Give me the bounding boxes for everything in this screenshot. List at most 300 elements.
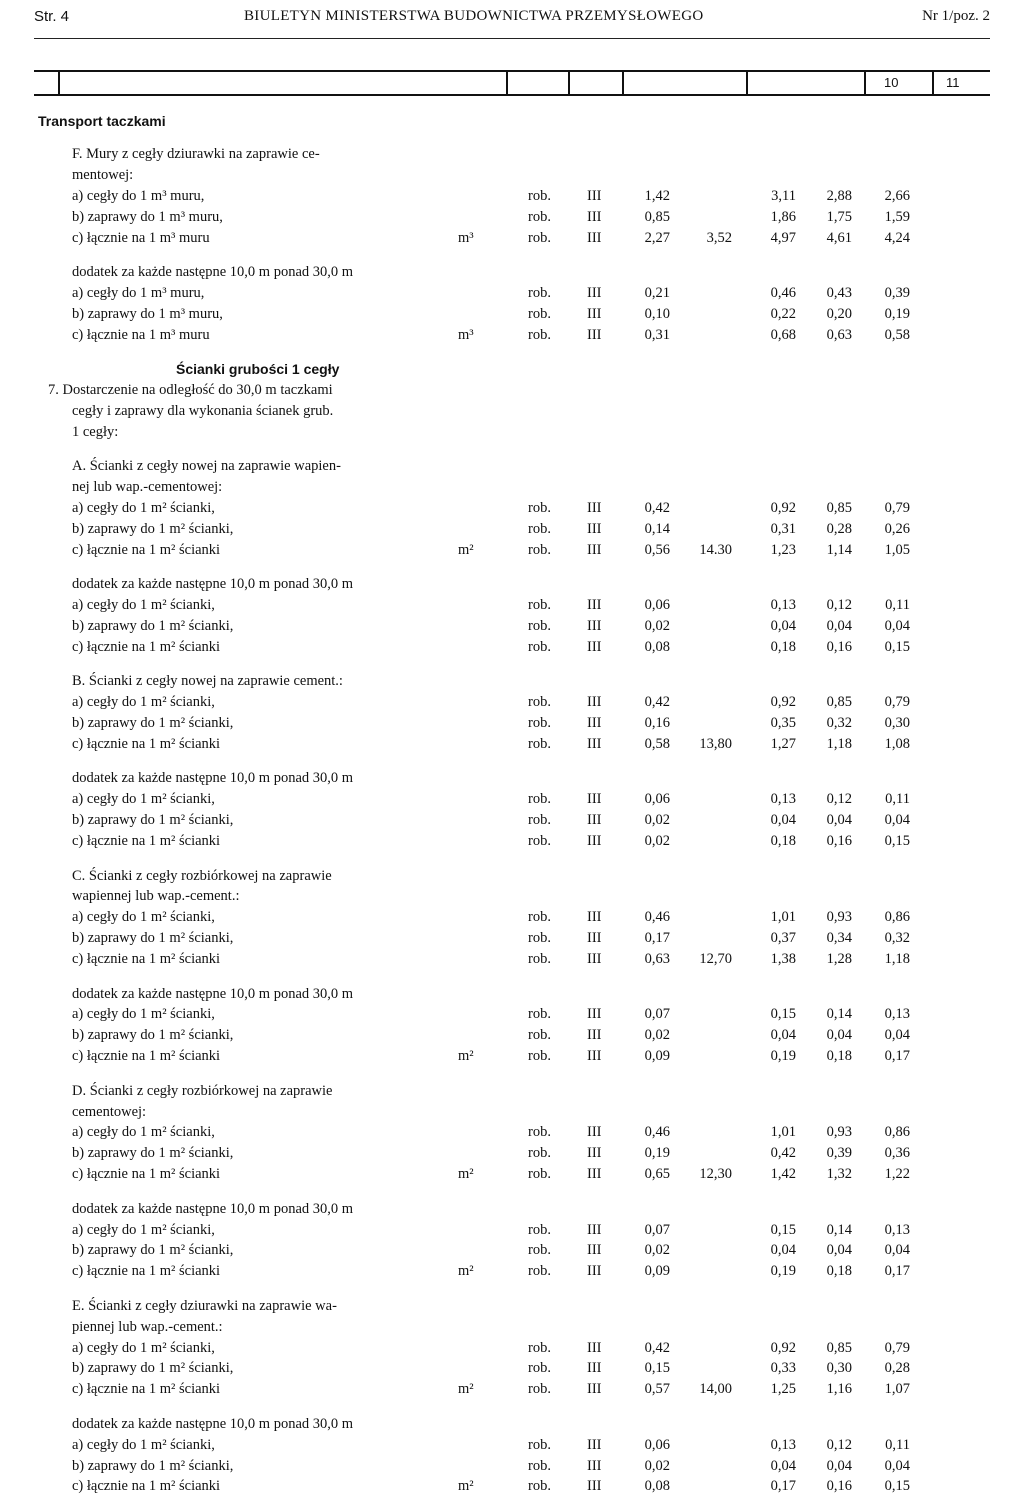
table-row <box>0 1340 1024 1360</box>
labor-type-cell: rob. <box>528 715 551 732</box>
value-cell: 0,92 <box>770 500 796 516</box>
value-cell: 0,12 <box>826 1436 852 1453</box>
row-description: b) zaprawy do 1 m² ścianki, <box>72 520 234 537</box>
row-description: B. Ścianki z cegły nowej na zaprawie cement.: <box>72 673 343 690</box>
value-cell: 0,86 <box>884 1124 910 1141</box>
row-description: dodatek za każde następne 10,0 m ponad 30,0 m <box>72 770 354 787</box>
labor-type-cell: rob. <box>528 791 551 808</box>
value-cell: 1,01 <box>770 909 796 926</box>
labor-type-cell: rob. <box>528 833 551 850</box>
table-row <box>0 264 1024 284</box>
value-cell: 0,15 <box>644 1360 670 1377</box>
value-cell: 0,06 <box>644 791 670 808</box>
table-row <box>0 597 1024 617</box>
category-cell: III <box>587 812 602 829</box>
row-description: c) łącznie na 1 m² ścianki <box>72 1381 221 1398</box>
value-cell: 0,13 <box>770 791 796 808</box>
row-description: a) cegły do 1 m² ścianki, <box>72 597 215 614</box>
table-row <box>0 361 1024 381</box>
row-description: c) łącznie na 1 m³ muru <box>72 326 210 343</box>
value-cell: 0,56 <box>644 541 670 558</box>
value-cell: 0,30 <box>826 1360 852 1377</box>
row-description: c) łącznie na 1 m² ścianki <box>72 833 221 850</box>
value-cell: 13,80 <box>699 736 732 752</box>
column-tick <box>58 72 60 94</box>
value-cell: 0,15 <box>770 1221 796 1238</box>
table-row <box>0 1027 1024 1047</box>
value-cell: 0,04 <box>884 618 910 634</box>
row-description: a) cegły do 1 m³ muru, <box>72 284 205 301</box>
table-row <box>0 833 1024 853</box>
category-cell: III <box>587 1339 602 1356</box>
value-cell: 1,27 <box>770 736 796 752</box>
value-cell: 0,02 <box>644 833 670 850</box>
category-cell: III <box>587 618 602 634</box>
category-cell: III <box>587 326 602 343</box>
category-cell: III <box>587 1263 602 1280</box>
value-cell: 0,04 <box>770 1457 796 1474</box>
table-row <box>0 146 1024 166</box>
value-cell: 1,05 <box>884 541 910 558</box>
table-row <box>0 1166 1024 1186</box>
table-row <box>0 986 1024 1006</box>
value-cell: 0,37 <box>770 930 796 947</box>
labor-type-cell: rob. <box>528 208 551 225</box>
header-rule <box>34 38 990 39</box>
value-cell: 0,58 <box>884 326 910 343</box>
unit-cell: m² <box>458 1478 474 1495</box>
value-cell: 0,39 <box>826 1145 852 1162</box>
table-row <box>0 576 1024 596</box>
category-cell: III <box>587 1006 602 1023</box>
table-row <box>0 1381 1024 1401</box>
row-description: c) łącznie na 1 m² ścianki <box>72 1478 221 1495</box>
labor-type-cell: rob. <box>528 1339 551 1356</box>
value-cell: 0,28 <box>884 1360 910 1377</box>
labor-type-cell: rob. <box>528 638 551 655</box>
category-cell: III <box>587 1145 602 1162</box>
labor-type-cell: rob. <box>528 1145 551 1162</box>
value-cell: 0,33 <box>770 1360 796 1377</box>
value-cell: 0,86 <box>884 909 910 926</box>
value-cell: 0,85 <box>826 1339 852 1356</box>
value-cell: 1,16 <box>826 1381 852 1398</box>
table-row <box>0 1242 1024 1262</box>
category-cell: III <box>587 1166 602 1183</box>
labor-type-cell: rob. <box>528 1242 551 1259</box>
value-cell: 0,58 <box>644 736 670 752</box>
table-row <box>0 382 1024 402</box>
row-description: dodatek za każde następne 10,0 m ponad 30,0 m <box>72 985 354 1002</box>
row-description: b) zaprawy do 1 m² ścianki, <box>72 1360 234 1377</box>
category-cell: III <box>587 791 602 808</box>
labor-type-cell: rob. <box>528 1436 551 1453</box>
table-row <box>0 167 1024 187</box>
unit-cell: m² <box>458 541 474 558</box>
value-cell: 1,59 <box>884 208 910 225</box>
value-cell: 0,13 <box>770 1436 796 1453</box>
row-description: dodatek za każde następne 10,0 m ponad 30,0 m <box>72 1200 354 1217</box>
labor-type-cell: rob. <box>528 305 551 322</box>
table-row <box>0 1145 1024 1165</box>
value-cell: 0,02 <box>644 1027 670 1044</box>
value-cell: 4,97 <box>770 229 796 246</box>
row-description: dodatek za każde następne 10,0 m ponad 30,0 m <box>72 576 354 593</box>
labor-type-cell: rob. <box>528 812 551 829</box>
value-cell: 0,04 <box>884 1027 910 1044</box>
column-tick <box>746 72 748 94</box>
value-cell: 4,61 <box>826 229 852 246</box>
row-description: dodatek za każde następne 10,0 m ponad 30,0 m <box>72 1415 354 1432</box>
row-description: a) cegły do 1 m² ścianki, <box>72 791 215 808</box>
row-description: piennej lub wap.-cement.: <box>72 1318 223 1335</box>
value-cell: 0,02 <box>644 1457 670 1474</box>
table-row <box>0 500 1024 520</box>
table-row <box>0 673 1024 693</box>
table-row <box>0 909 1024 929</box>
value-cell: 0,30 <box>884 715 910 732</box>
labor-type-cell: rob. <box>528 1048 551 1065</box>
labor-type-cell: rob. <box>528 951 551 968</box>
row-description: mentowej: <box>72 166 134 183</box>
unit-cell: m³ <box>458 229 474 246</box>
row-description: b) zaprawy do 1 m² ścianki, <box>72 1457 234 1474</box>
value-cell: 1,23 <box>770 541 796 558</box>
value-cell: 0,43 <box>826 284 852 301</box>
row-description: b) zaprawy do 1 m² ścianki, <box>72 1145 234 1162</box>
category-cell: III <box>587 1221 602 1238</box>
page-header <box>34 8 990 30</box>
table-row <box>0 1083 1024 1103</box>
table-row <box>0 888 1024 908</box>
labor-type-cell: rob. <box>528 597 551 614</box>
row-description: F. Mury z cegły dziurawki na zaprawie ce- <box>72 146 320 162</box>
row-description: c) łącznie na 1 m² ścianki <box>72 1048 221 1065</box>
value-cell: 0,93 <box>826 909 852 926</box>
category-cell: III <box>587 715 602 732</box>
table-row <box>0 1319 1024 1339</box>
value-cell: 0,65 <box>644 1166 670 1183</box>
value-cell: 0,79 <box>884 694 910 711</box>
value-cell: 0,46 <box>644 909 670 926</box>
value-cell: 0,79 <box>884 500 910 516</box>
category-cell: III <box>587 520 602 537</box>
row-description: a) cegły do 1 m² ścianki, <box>72 500 215 516</box>
column-number-10: 10 <box>884 75 899 90</box>
value-cell: 0,79 <box>884 1339 910 1356</box>
value-cell: 1,08 <box>884 736 910 752</box>
category-cell: III <box>587 736 602 752</box>
value-cell: 0,04 <box>826 812 852 829</box>
table-row <box>0 424 1024 444</box>
table-row <box>0 1006 1024 1026</box>
row-description: c) łącznie na 1 m³ muru <box>72 229 210 246</box>
row-description: 1 cegły: <box>72 423 119 440</box>
row-description: a) cegły do 1 m² ścianki, <box>72 1339 215 1356</box>
row-description: c) łącznie na 1 m² ścianki <box>72 951 221 968</box>
value-cell: 0,18 <box>826 1263 852 1280</box>
value-cell: 0,46 <box>770 284 796 301</box>
value-cell: 0,19 <box>884 305 910 322</box>
row-description: b) zaprawy do 1 m² ścianki, <box>72 1242 234 1259</box>
value-cell: 0,04 <box>770 1027 796 1044</box>
category-cell: III <box>587 187 602 204</box>
labor-type-cell: rob. <box>528 1006 551 1023</box>
table-row <box>0 285 1024 305</box>
labor-type-cell: rob. <box>528 1221 551 1238</box>
row-description: Ścianki grubości 1 cegły <box>176 361 340 378</box>
value-cell: 0,63 <box>826 326 852 343</box>
category-cell: III <box>587 208 602 225</box>
column-header-rule <box>34 70 990 96</box>
value-cell: 0,63 <box>644 951 670 968</box>
table-row <box>0 951 1024 971</box>
category-cell: III <box>587 930 602 947</box>
value-cell: 1,32 <box>826 1166 852 1183</box>
value-cell: 0,26 <box>884 520 910 537</box>
value-cell: 0,12 <box>826 597 852 614</box>
value-cell: 0,39 <box>884 284 910 301</box>
value-cell: 0,85 <box>826 694 852 711</box>
column-tick <box>864 72 866 94</box>
table-row <box>0 1416 1024 1436</box>
value-cell: 0,28 <box>826 520 852 537</box>
category-cell: III <box>587 1124 602 1141</box>
value-cell: 0,02 <box>644 618 670 634</box>
table-row <box>0 327 1024 347</box>
table-row <box>0 1263 1024 1283</box>
value-cell: 0,42 <box>644 1339 670 1356</box>
unit-cell: m³ <box>458 326 474 343</box>
value-cell: 0,85 <box>644 208 670 225</box>
value-cell: 14.30 <box>699 541 732 558</box>
value-cell: 0,02 <box>644 812 670 829</box>
value-cell: 1,28 <box>826 951 852 968</box>
labor-type-cell: rob. <box>528 1027 551 1044</box>
category-cell: III <box>587 909 602 926</box>
value-cell: 0,09 <box>644 1048 670 1065</box>
table-row <box>0 542 1024 562</box>
value-cell: 0,11 <box>885 1436 910 1453</box>
table-row <box>0 403 1024 423</box>
labor-type-cell: rob. <box>528 1124 551 1141</box>
value-cell: 0,32 <box>826 715 852 732</box>
value-cell: 0,42 <box>770 1145 796 1162</box>
issue-number: Nr 1/poz. 2 <box>922 8 990 24</box>
category-cell: III <box>587 951 602 968</box>
value-cell: 0,08 <box>644 1478 670 1495</box>
labor-type-cell: rob. <box>528 541 551 558</box>
value-cell: 0,14 <box>826 1221 852 1238</box>
value-cell: 1,14 <box>826 541 852 558</box>
value-cell: 0,11 <box>885 597 910 614</box>
column-number-11: 11 <box>946 75 960 90</box>
labor-type-cell: rob. <box>528 1166 551 1183</box>
row-description: b) zaprawy do 1 m² ścianki, <box>72 930 234 947</box>
value-cell: 4,24 <box>884 229 910 246</box>
value-cell: 0,02 <box>644 1242 670 1259</box>
value-cell: 0,19 <box>770 1263 796 1280</box>
row-description: wapiennej lub wap.-cement.: <box>72 888 240 905</box>
column-tick <box>568 72 570 94</box>
value-cell: 1,42 <box>770 1166 796 1183</box>
value-cell: 0,31 <box>770 520 796 537</box>
table-row <box>0 458 1024 478</box>
row-description: cementowej: <box>72 1103 147 1120</box>
value-cell: 0,15 <box>770 1006 796 1023</box>
row-description: nej lub wap.-cementowej: <box>72 479 223 496</box>
value-cell: 0,04 <box>884 1242 910 1259</box>
row-description: dodatek za każde następne 10,0 m ponad 30,0 m <box>72 264 354 280</box>
value-cell: 3,11 <box>771 187 796 204</box>
value-cell: 3,52 <box>706 229 732 246</box>
labor-type-cell: rob. <box>528 326 551 343</box>
value-cell: 2,88 <box>826 187 852 204</box>
category-cell: III <box>587 1027 602 1044</box>
value-cell: 0,04 <box>826 618 852 634</box>
value-cell: 0,13 <box>770 597 796 614</box>
category-cell: III <box>587 229 602 246</box>
row-description: b) zaprawy do 1 m³ muru, <box>72 305 223 322</box>
table-row <box>0 1298 1024 1318</box>
category-cell: III <box>587 1048 602 1065</box>
table-row <box>0 618 1024 638</box>
value-cell: 0,06 <box>644 597 670 614</box>
labor-type-cell: rob. <box>528 520 551 537</box>
table-row <box>0 1048 1024 1068</box>
value-cell: 0,92 <box>770 1339 796 1356</box>
table-row <box>0 1201 1024 1221</box>
value-cell: 0,92 <box>770 694 796 711</box>
value-cell: 0,07 <box>644 1006 670 1023</box>
value-cell: 0,11 <box>885 791 910 808</box>
value-cell: 0,07 <box>644 1221 670 1238</box>
row-description: b) zaprawy do 1 m³ muru, <box>72 208 223 225</box>
unit-cell: m² <box>458 1166 474 1183</box>
value-cell: 1,07 <box>884 1381 910 1398</box>
value-cell: 0,22 <box>770 305 796 322</box>
labor-type-cell: rob. <box>528 736 551 752</box>
unit-cell: m² <box>458 1381 474 1398</box>
value-cell: 12,30 <box>699 1166 732 1183</box>
value-cell: 1,18 <box>884 951 910 968</box>
row-description: a) cegły do 1 m³ muru, <box>72 187 205 204</box>
table-row <box>0 230 1024 250</box>
value-cell: 1,86 <box>770 208 796 225</box>
value-cell: 1,22 <box>884 1166 910 1183</box>
value-cell: 0,42 <box>644 500 670 516</box>
row-description: a) cegły do 1 m² ścianki, <box>72 909 215 926</box>
value-cell: 0,04 <box>884 812 910 829</box>
value-cell: 0,16 <box>826 833 852 850</box>
row-description: a) cegły do 1 m² ścianki, <box>72 1006 215 1023</box>
value-cell: 2,27 <box>644 229 670 246</box>
row-description: D. Ścianki z cegły rozbiórkowej na zaprawie <box>72 1082 333 1099</box>
value-cell: 0,15 <box>884 1478 910 1495</box>
value-cell: 12,70 <box>699 951 732 968</box>
value-cell: 1,18 <box>826 736 852 752</box>
value-cell: 0,68 <box>770 326 796 343</box>
table-row <box>0 694 1024 714</box>
labor-type-cell: rob. <box>528 1360 551 1377</box>
table-row <box>0 306 1024 326</box>
column-tick <box>506 72 508 94</box>
value-cell: 0,15 <box>884 833 910 850</box>
row-description: b) zaprawy do 1 m² ścianki, <box>72 715 234 732</box>
category-cell: III <box>587 638 602 655</box>
labor-type-cell: rob. <box>528 1478 551 1495</box>
category-cell: III <box>587 597 602 614</box>
value-cell: 0,18 <box>826 1048 852 1065</box>
column-tick <box>932 72 934 94</box>
row-description: b) zaprawy do 1 m² ścianki, <box>72 618 234 634</box>
page-number: Str. 4 <box>34 8 70 25</box>
value-cell: 0,21 <box>644 284 670 301</box>
unit-cell: m² <box>458 1048 474 1065</box>
value-cell: 0,16 <box>826 1478 852 1495</box>
table-row <box>0 1437 1024 1457</box>
value-cell: 0,16 <box>644 715 670 732</box>
category-cell: III <box>587 541 602 558</box>
value-cell: 0,04 <box>770 618 796 634</box>
category-cell: III <box>587 1360 602 1377</box>
row-description: a) cegły do 1 m² ścianki, <box>72 1221 215 1238</box>
value-cell: 14,00 <box>699 1381 732 1398</box>
value-cell: 0,34 <box>826 930 852 947</box>
unit-cell: m² <box>458 1263 474 1280</box>
labor-type-cell: rob. <box>528 694 551 711</box>
value-cell: 1,01 <box>770 1124 796 1141</box>
value-cell: 0,04 <box>826 1027 852 1044</box>
value-cell: 1,75 <box>826 208 852 225</box>
labor-type-cell: rob. <box>528 1457 551 1474</box>
category-cell: III <box>587 500 602 516</box>
row-description: c) łącznie na 1 m² ścianki <box>72 1263 221 1280</box>
value-cell: 0,57 <box>644 1381 670 1398</box>
table-row <box>0 1478 1024 1498</box>
row-description: c) łącznie na 1 m² ścianki <box>72 541 221 558</box>
table-row <box>0 736 1024 756</box>
value-cell: 0,09 <box>644 1263 670 1280</box>
value-cell: 0,04 <box>884 1457 910 1474</box>
table-row <box>0 209 1024 229</box>
table-row <box>0 479 1024 499</box>
labor-type-cell: rob. <box>528 909 551 926</box>
value-cell: 0,18 <box>770 638 796 655</box>
value-cell: 0,13 <box>884 1006 910 1023</box>
row-description: cegły i zaprawy dla wykonania ścianek grub. <box>72 402 334 419</box>
labor-type-cell: rob. <box>528 284 551 301</box>
value-cell: 1,38 <box>770 951 796 968</box>
value-cell: 1,25 <box>770 1381 796 1398</box>
value-cell: 0,15 <box>884 638 910 655</box>
value-cell: 0,14 <box>644 520 670 537</box>
row-description: a) cegły do 1 m² ścianki, <box>72 694 215 711</box>
labor-type-cell: rob. <box>528 930 551 947</box>
value-cell: 0,19 <box>770 1048 796 1065</box>
category-cell: III <box>587 305 602 322</box>
value-cell: 0,17 <box>884 1048 910 1065</box>
row-description: a) cegły do 1 m² ścianki, <box>72 1124 215 1141</box>
value-cell: 0,93 <box>826 1124 852 1141</box>
value-cell: 0,20 <box>826 305 852 322</box>
category-cell: III <box>587 284 602 301</box>
labor-type-cell: rob. <box>528 1263 551 1280</box>
value-cell: 0,36 <box>884 1145 910 1162</box>
table-row <box>0 1124 1024 1144</box>
value-cell: 2,66 <box>884 187 910 204</box>
value-cell: 0,08 <box>644 638 670 655</box>
